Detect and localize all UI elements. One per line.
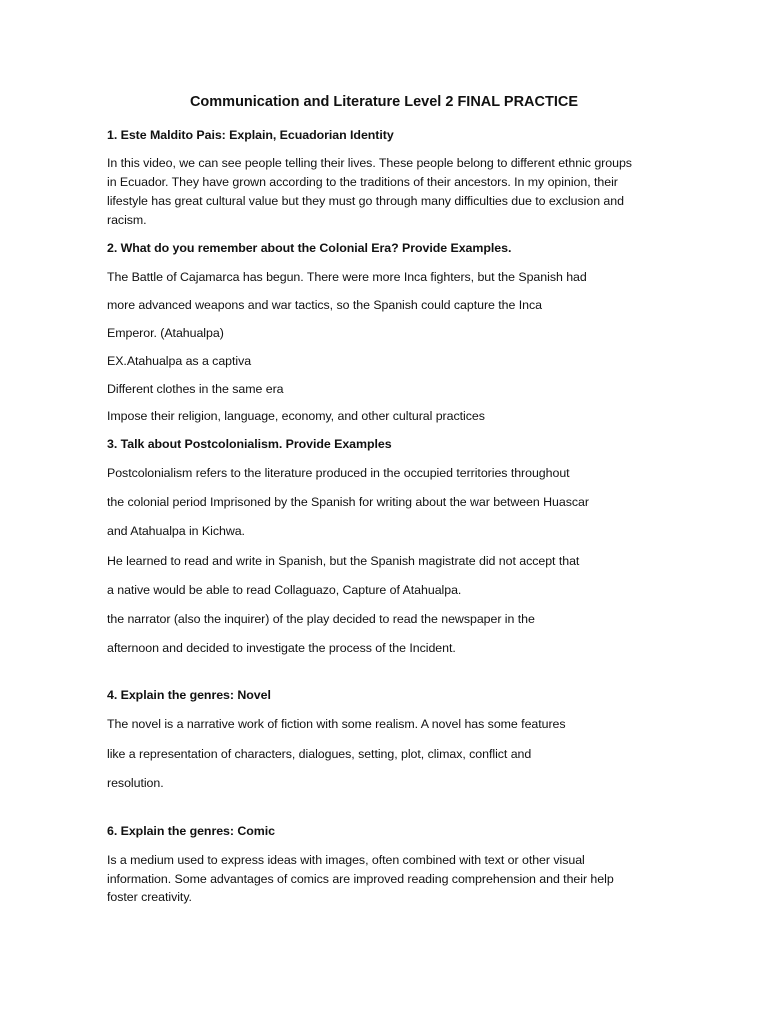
- paragraph-line: information. Some advantages of comics are improved reading comprehension and their help: [107, 872, 614, 886]
- paragraph-line: racism.: [107, 213, 147, 227]
- paragraph-line: The Battle of Cajamarca has begun. There were more Inca fighters, but the Spanish had: [107, 270, 587, 284]
- paragraph-line: Different clothes in the same era: [107, 382, 284, 396]
- section-heading-2: 2. What do you remember about the Colonial Era? Provide Examples.: [107, 241, 512, 255]
- paragraph-line: resolution.: [107, 776, 164, 790]
- section-heading-4: 4. Explain the genres: Novel: [107, 688, 271, 702]
- paragraph-line: EX.Atahualpa as a captiva: [107, 354, 252, 368]
- paragraph-line: and Atahualpa in Kichwa.: [107, 524, 245, 538]
- section-heading-3: 3. Talk about Postcolonialism. Provide Examples: [107, 437, 392, 451]
- paragraph-line: foster creativity.: [107, 890, 192, 904]
- paragraph-line: He learned to read and write in Spanish, but the Spanish magistrate did not accept that: [107, 554, 580, 568]
- paragraph-line: lifestyle has great cultural value but they must go through many difficulties due to exclusion and: [107, 194, 624, 208]
- paragraph-line: like a representation of characters, dialogues, setting, plot, climax, conflict and: [107, 747, 532, 761]
- paragraph-line: Is a medium used to express ideas with images, often combined with text or other visual: [107, 853, 585, 867]
- paragraph-line: the narrator (also the inquirer) of the play decided to read the newspaper in the: [107, 612, 535, 626]
- section-heading-6: 6. Explain the genres: Comic: [107, 824, 275, 838]
- document-title: Communication and Literature Level 2 FINAL PRACTICE: [189, 94, 579, 110]
- paragraph-line: Emperor. (Atahualpa): [107, 326, 224, 340]
- paragraph-line: afternoon and decided to investigate the process of the Incident.: [107, 641, 456, 655]
- paragraph-line: a native would be able to read Collaguazo, Capture of Atahualpa.: [107, 583, 462, 597]
- paragraph-line: more advanced weapons and war tactics, so the Spanish could capture the Inca: [107, 298, 542, 312]
- section-heading-1: 1. Este Maldito Pais: Explain, Ecuadorian Identity: [107, 128, 394, 142]
- paragraph-line: the colonial period Imprisoned by the Spanish for writing about the war between Huascar: [107, 495, 589, 509]
- paragraph-line: Impose their religion, language, economy, and other cultural practices: [107, 409, 485, 423]
- paragraph-line: The novel is a narrative work of fiction with some realism. A novel has some features: [107, 717, 566, 731]
- paragraph-line: in Ecuador. They have grown according to the traditions of their ancestors. In my opinion, their: [107, 175, 618, 189]
- paragraph-line: In this video, we can see people telling their lives. These people belong to different ethnic groups: [107, 156, 632, 170]
- paragraph-line: Postcolonialism refers to the literature produced in the occupied territories throughout: [107, 466, 570, 480]
